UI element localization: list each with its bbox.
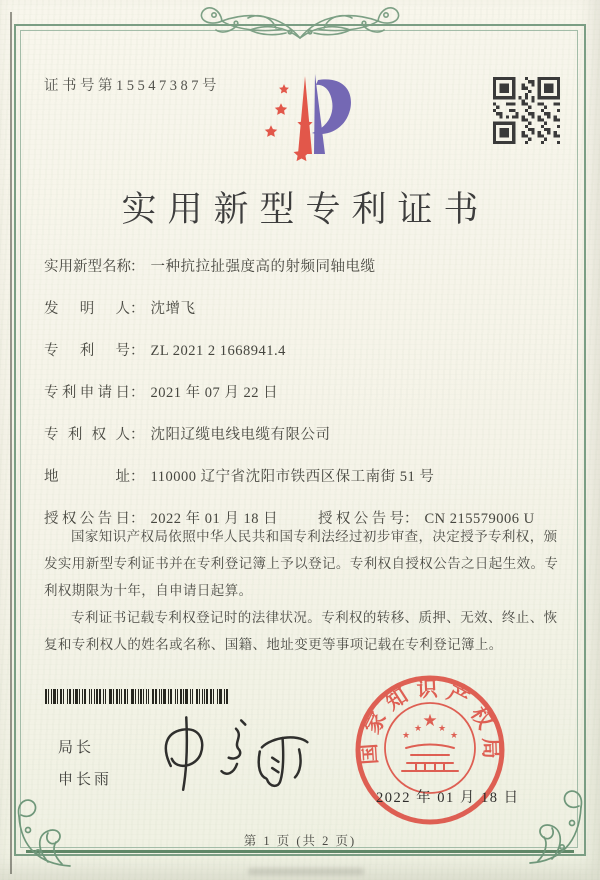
legal-text xyxy=(44,523,560,658)
certificate-title: 实用新型专利证书 xyxy=(121,190,490,229)
field-value: 2022 年 01 月 18 日 xyxy=(150,511,279,527)
barcode xyxy=(45,689,231,704)
qr-code xyxy=(493,77,560,144)
field-label: 授权公告号 xyxy=(318,511,404,527)
certificate-number: 证书号第15547387号 xyxy=(44,78,220,94)
svg-text:★: ★ xyxy=(422,711,438,731)
field-value: 沈阳辽缆电线电缆有限公司 xyxy=(150,427,331,443)
field-row-patent-number: 专利号 ： ZL 2021 2 1668941.4 xyxy=(44,339,559,359)
legal-paragraph-1: 国家知识产权局依照中华人民共和国专利法经过初步审查，决定授予专利权，颁发实用新型专利证书并在专利登记簿上予以登记。专利权自授权公告之日起生效。专利权期限为十年，自申请日起算。 xyxy=(44,529,559,598)
field-row-address: 地址 ： 110000 辽宁省沈阳市铁西区保工南街 51 号 xyxy=(44,465,559,485)
field-label: 地址 xyxy=(44,469,130,485)
svg-text:★: ★ xyxy=(437,724,447,734)
official-seal-stamp xyxy=(344,664,516,836)
director-name: 申长雨 xyxy=(58,772,113,788)
corner-flourish-right-icon xyxy=(522,775,596,867)
legal-paragraph-2: 专利证书记载专利权登记时的法律状况。专利权的转移、质押、无效、终止、恢复和专利权人的姓名或名称、国籍、地址变更等事项记载在专利登记簿上。 xyxy=(44,610,558,652)
corner-flourish-left-icon xyxy=(4,790,78,870)
seal-date: 2022 年 01 月 18 日 xyxy=(376,790,520,806)
cnipa-logo-icon xyxy=(248,64,356,164)
director-title: 局长 xyxy=(58,740,95,756)
field-value: 一种抗拉扯强度高的射频同轴电缆 xyxy=(150,259,376,275)
field-label: 实用新型名称 xyxy=(44,259,131,275)
top-flourish-ornament-icon xyxy=(178,2,422,54)
field-value: 110000 辽宁省沈阳市铁西区保工南街 51 号 xyxy=(150,469,435,485)
field-row-patentee: 专利权人 ： 沈阳辽缆电线电缆有限公司 xyxy=(44,423,559,443)
seal-text: 国家知识产权局 xyxy=(356,676,504,766)
field-label: 专利权人 xyxy=(44,427,130,443)
field-value: CN 215579006 U xyxy=(424,511,535,527)
svg-text:★: ★ xyxy=(401,731,411,741)
scan-edge-shadow xyxy=(10,12,12,874)
scan-smudge xyxy=(248,868,364,875)
field-label: 发明人 xyxy=(44,301,130,317)
field-label: 专利申请日 xyxy=(44,385,130,401)
field-grant-number: 授权公告号 ： CN 215579006 U xyxy=(318,507,535,528)
field-label: 授权公告日 xyxy=(44,511,130,527)
director-signature-handwriting xyxy=(152,708,322,796)
field-list xyxy=(44,255,559,549)
certificate-frame-bottom-rule xyxy=(26,850,574,853)
seal-emblem-stars xyxy=(402,711,458,741)
field-label: 专利号 xyxy=(44,343,130,359)
field-value: ZL 2021 2 1668941.4 xyxy=(150,343,286,359)
field-row-inventor: 发明人 ： 沈增飞 xyxy=(44,297,559,317)
field-grant-date: 授权公告日 ： 2022 年 01 月 18 日 xyxy=(44,507,318,528)
field-row-name: 实用新型名称 ： 一种抗拉扯强度高的射频同轴电缆 xyxy=(44,255,559,275)
svg-text:★: ★ xyxy=(413,724,423,734)
seal-emblem-gate xyxy=(402,745,458,772)
field-value: 2021 年 07 月 22 日 xyxy=(150,385,279,401)
page-number: 第 1 页 (共 2 页) xyxy=(243,834,357,848)
field-value: 沈增飞 xyxy=(150,301,196,317)
field-row-filing-date: 专利申请日 ： 2021 年 07 月 22 日 xyxy=(44,381,559,401)
svg-text:★: ★ xyxy=(449,731,459,741)
